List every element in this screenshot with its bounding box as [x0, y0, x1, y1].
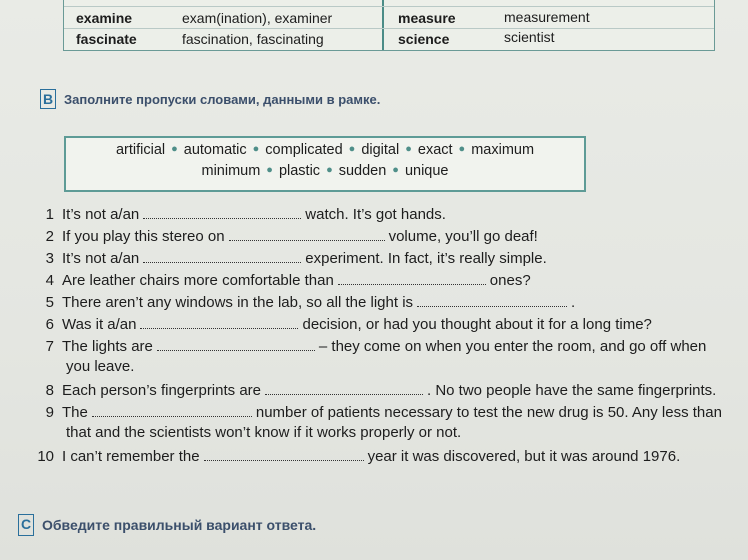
- section-title: Обведите правильный вариант ответа.: [42, 517, 317, 533]
- exercise-item: [36, 403, 722, 423]
- section-badge: C: [18, 514, 34, 536]
- item-text: decision, or had you thought about it for a long time?: [302, 316, 652, 333]
- exercise-item: [36, 249, 547, 269]
- answer-blank[interactable]: [140, 316, 298, 329]
- table-cell: fascination, fascinating: [182, 31, 324, 47]
- table-cell: science: [398, 31, 450, 47]
- exercise-item-continuation: [66, 357, 134, 377]
- exercise-item: [36, 381, 716, 401]
- section-badge: B: [40, 89, 56, 109]
- item-number: 9: [45, 404, 54, 421]
- answer-blank[interactable]: [338, 272, 486, 285]
- item-number: 3: [45, 250, 54, 267]
- item-number: 10: [37, 448, 54, 465]
- item-number: 6: [45, 316, 54, 333]
- answer-blank[interactable]: [229, 228, 385, 241]
- item-number: 8: [45, 382, 54, 399]
- section-c-header: [18, 514, 316, 536]
- item-text: If you play this stereo on: [62, 228, 225, 245]
- item-text: .: [571, 294, 576, 311]
- table-row: [64, 28, 714, 53]
- word-item: complicated: [265, 142, 343, 158]
- item-number: 5: [45, 294, 54, 311]
- item-number: 2: [45, 228, 54, 245]
- word-item: artificial: [115, 142, 166, 158]
- word-box-line-2: minimum ● plastic ● sudden ● unique: [201, 163, 449, 179]
- table-cell: scientist: [504, 29, 555, 45]
- answer-blank[interactable]: [157, 338, 315, 351]
- exercise-item-continuation: [66, 423, 461, 443]
- item-text: number of patients necessary to test the new drug is 50. Any less than: [255, 404, 722, 421]
- item-text: – they come on when you enter the room, and go off when: [318, 338, 707, 355]
- word-item: automatic: [183, 142, 247, 158]
- item-text: It’s not a/an: [62, 206, 140, 223]
- item-text: I can’t remember the: [62, 448, 200, 465]
- answer-blank[interactable]: [143, 206, 301, 219]
- table-cell: examine: [76, 10, 133, 26]
- item-number: 7: [45, 338, 54, 355]
- word-item: minimum: [201, 163, 261, 179]
- table-cell: fascinate: [76, 31, 137, 47]
- exercise-item: [36, 205, 446, 225]
- answer-blank[interactable]: [417, 294, 567, 307]
- answer-blank[interactable]: [92, 404, 252, 417]
- word-item: maximum: [471, 142, 535, 158]
- item-text: Was it a/an: [62, 316, 137, 333]
- exercise-item: [36, 337, 706, 357]
- item-number: 1: [45, 206, 54, 223]
- word-family-table: [63, 0, 715, 51]
- item-number: 4: [45, 272, 54, 289]
- answer-blank[interactable]: [204, 448, 364, 461]
- answer-blank[interactable]: [143, 250, 301, 263]
- table-cell: exam(ination), examiner: [182, 10, 333, 26]
- word-item: plastic: [278, 163, 321, 179]
- item-text: . No two people have the same fingerprints.: [427, 382, 717, 399]
- word-item: exact: [417, 142, 453, 158]
- item-text: watch. It’s got hands.: [305, 206, 446, 223]
- table-cell: measure: [398, 10, 456, 26]
- exercise-item: [36, 315, 652, 335]
- item-text: year it was discovered, but it was around 1976.: [367, 448, 681, 465]
- word-item: digital: [361, 142, 400, 158]
- item-text: Are leather chairs more comfortable than: [62, 272, 334, 289]
- item-text: you leave.: [66, 358, 135, 375]
- item-text: experiment. In fact, it’s really simple.: [305, 250, 547, 267]
- answer-blank[interactable]: [265, 382, 423, 395]
- exercise-item: [36, 271, 531, 291]
- item-text: ones?: [489, 272, 531, 289]
- table-cell: measurement: [504, 9, 590, 25]
- item-text: It’s not a/an: [62, 250, 140, 267]
- exercise-item: [36, 293, 575, 313]
- item-text: The lights are: [62, 338, 153, 355]
- exercise-item: [36, 447, 680, 467]
- word-item: unique: [404, 163, 449, 179]
- exercise-item: [36, 227, 538, 247]
- item-text: volume, you’ll go deaf!: [388, 228, 538, 245]
- section-title: Заполните пропуски словами, данными в рамке.: [64, 91, 381, 107]
- item-text: The: [62, 404, 88, 421]
- word-item: sudden: [338, 163, 387, 179]
- word-box-line-1: artificial ● automatic ● complicated ● digital ● exact ● maximum: [115, 142, 535, 158]
- item-text: that and the scientists won’t know if it works properly or not.: [66, 424, 462, 441]
- word-box: [64, 136, 586, 192]
- item-text: There aren’t any windows in the lab, so all the light is: [62, 294, 414, 311]
- section-b-header: [40, 89, 380, 109]
- item-text: Each person’s fingerprints are: [62, 382, 261, 399]
